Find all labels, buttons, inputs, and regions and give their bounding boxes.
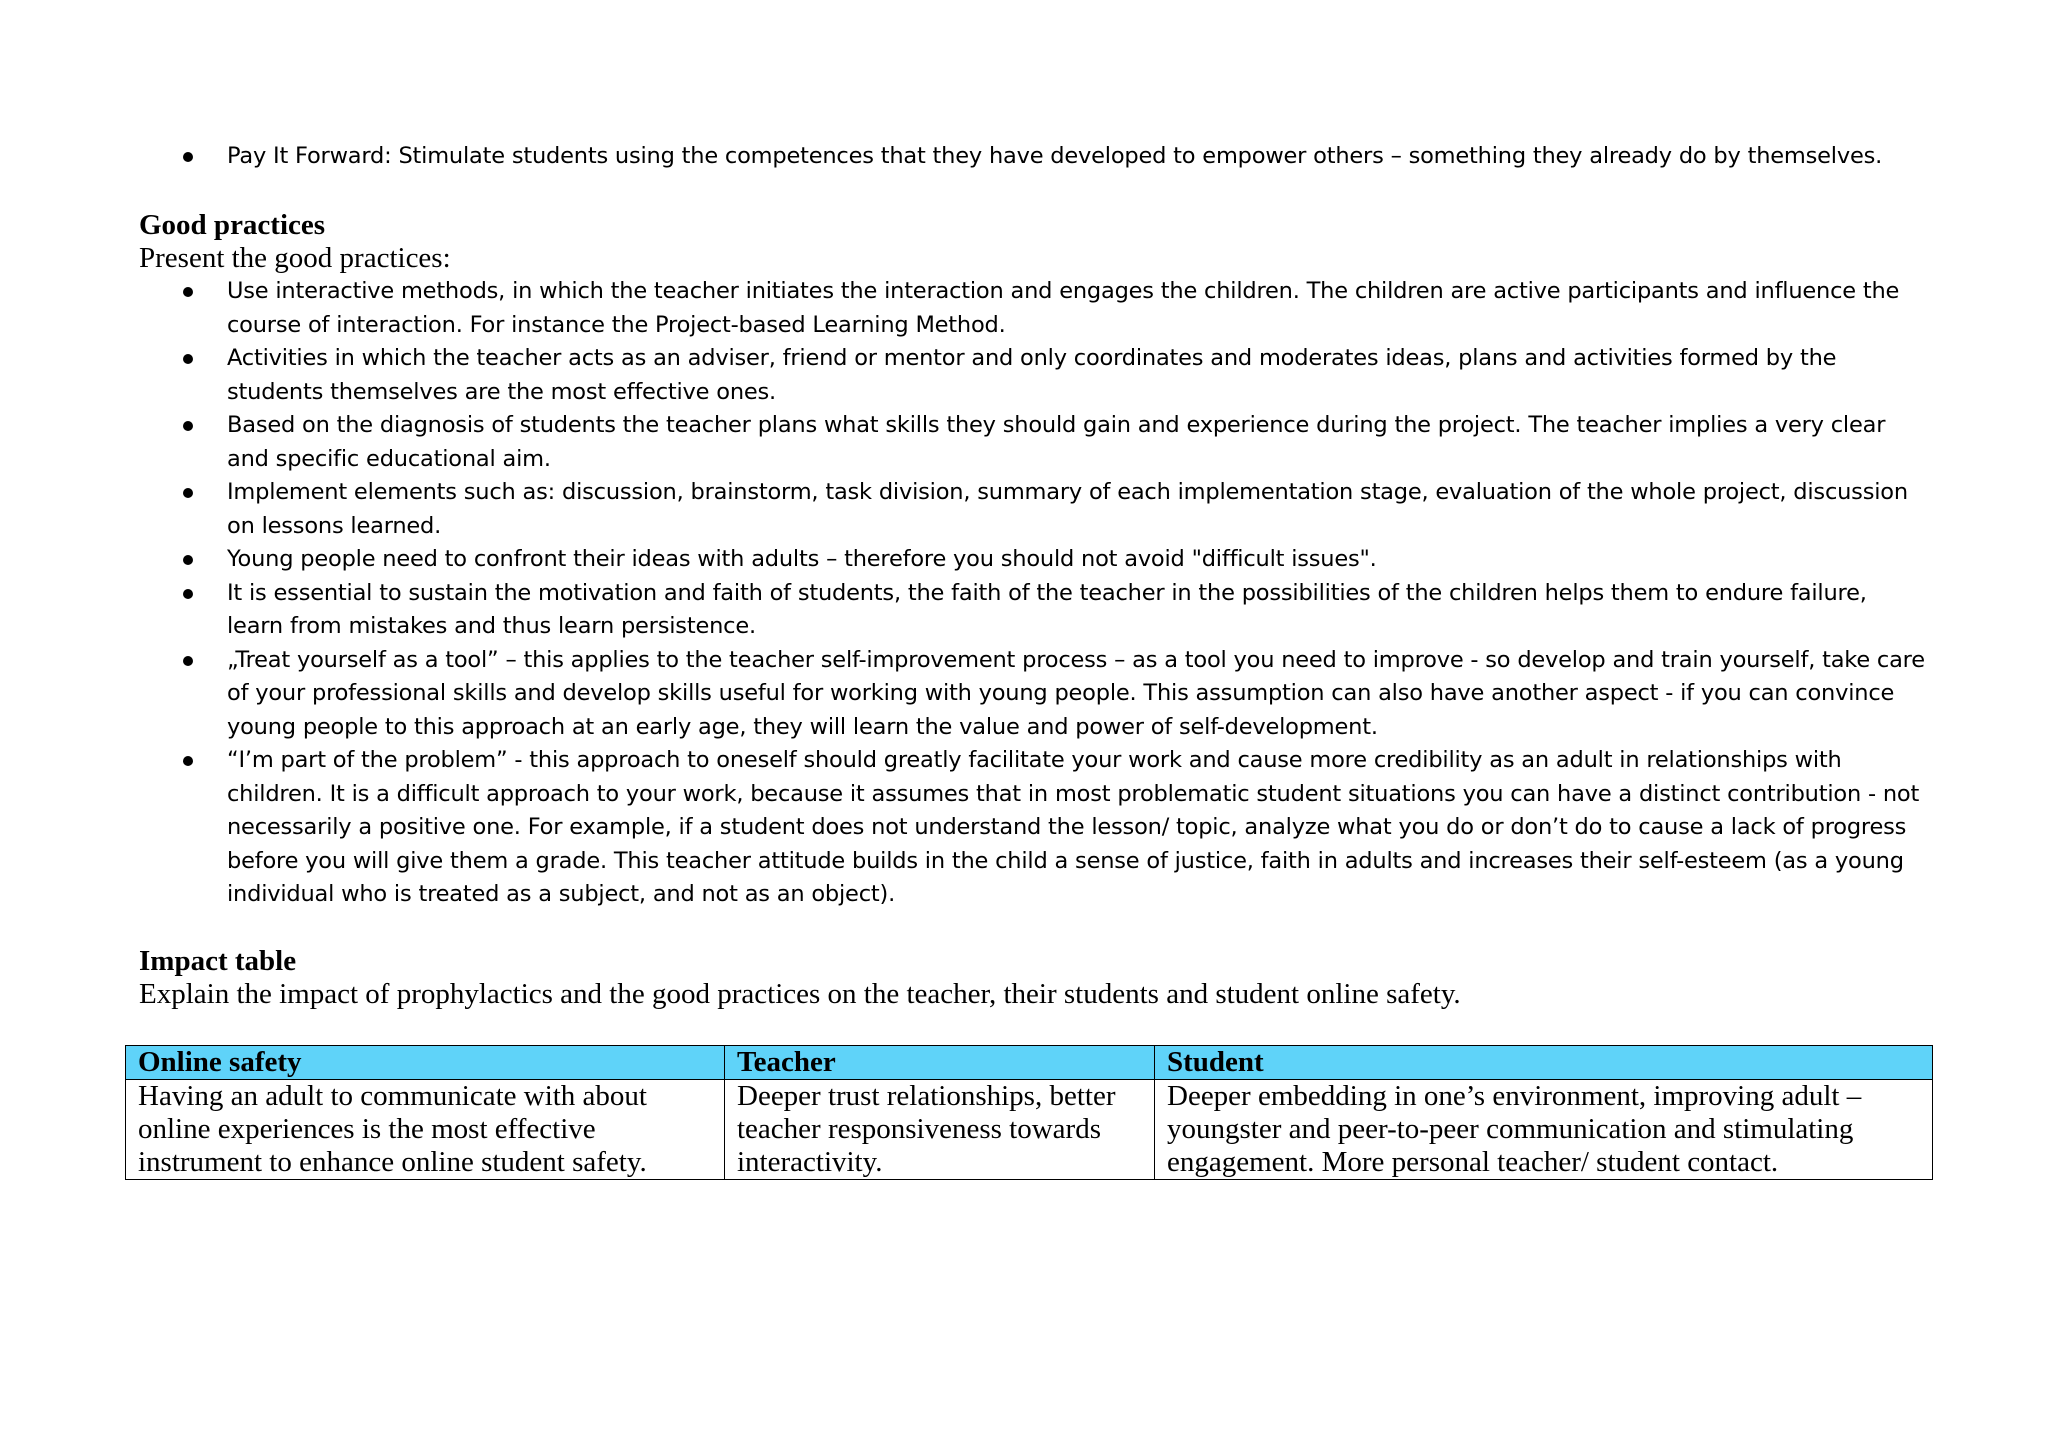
list-item-text: It is essential to sustain the motivation and faith of students, the faith of the teacher in the possibilities of the children helps them to endure failure, learn from mistakes and thus learn persistence.	[227, 579, 1867, 639]
bullet-icon	[183, 287, 193, 297]
list-item-text: Use interactive methods, in which the teacher initiates the interaction and engages the children. The children are active participants and influence the course of interaction. For instance the Project-based Learning Method.	[227, 278, 1900, 338]
bullet-icon	[183, 488, 193, 498]
list-item	[0, 744, 2048, 912]
list-item	[0, 543, 2048, 577]
section-heading-good-practices: Good practices	[139, 209, 326, 241]
list-item-text: „Treat yourself as a tool” – this applies to the teacher self-improvement process – as a tool you need to improve - so develop and train yourself, take care of your professional skills and develop skills useful for working with young people. This assumption can also have another aspect - if you can convince young people to this approach at an early age, they will learn the value and power of self-development.	[227, 646, 1925, 740]
list-item	[0, 644, 2048, 745]
bullet-icon	[183, 354, 193, 364]
bullet-icon	[183, 152, 193, 162]
section-intro-impact-table: Explain the impact of prophylactics and the good practices on the teacher, their students and student online safety.	[139, 978, 1461, 1010]
list-item-text: Activities in which the teacher acts as an adviser, friend or mentor and only coordinates and moderates ideas, plans and activities formed by the students themselves are the most effective ones.	[227, 345, 1837, 405]
bullet-icon	[183, 421, 193, 431]
bullet-icon	[183, 589, 193, 599]
good-practices-list	[0, 275, 2048, 912]
table-cell-teacher: Deeper trust relationships, better teacher responsiveness towards interactivity.	[725, 1080, 1155, 1180]
list-item	[0, 476, 2048, 543]
list-item	[0, 342, 2048, 409]
section-intro-good-practices: Present the good practices:	[139, 242, 451, 274]
list-item	[0, 409, 2048, 476]
list-item-text: Pay It Forward: Stimulate students using the competences that they have developed to empower others – something they already do by themselves.	[227, 143, 1883, 169]
list-item-text: “I’m part of the problem” - this approach to oneself should greatly facilitate your work and cause more credibility as an adult in relationships with children. It is a difficult approach to your work, because it assumes that in most problematic student situations you can have a distinct contribution - not necessarily a positive one. For example, if a student does not understand the lesson/ topic, analyze what you do or don’t do to cause a lack of progress before you will give them a grade. This teacher attitude builds in the child a sense of justice, faith in adults and increases their self-esteem (as a young individual who is treated as a subject, and not as an object).	[227, 747, 1920, 907]
table-cell-student: Deeper embedding in one’s environment, improving adult – youngster and peer-to-peer communication and stimulating engagement. More personal teacher/ student contact.	[1155, 1080, 1933, 1180]
table-row	[126, 1080, 1933, 1180]
list-item	[0, 577, 2048, 644]
column-header-student: Student	[1155, 1046, 1933, 1080]
list-item-text: Implement elements such as: discussion, brainstorm, task division, summary of each implementation stage, evaluation of the whole project, discussion on lessons learned.	[227, 479, 1908, 539]
table-cell-online-safety: Having an adult to communicate with about online experiences is the most effective instrument to enhance online student safety.	[126, 1080, 725, 1180]
section-heading-impact-table: Impact table	[139, 945, 297, 977]
table-header-row	[126, 1046, 1933, 1080]
impact-table	[125, 1045, 1933, 1180]
list-item	[0, 140, 2048, 174]
top-bullet-list	[0, 140, 2048, 174]
column-header-online-safety: Online safety	[126, 1046, 725, 1080]
bullet-icon	[183, 555, 193, 565]
bullet-icon	[183, 756, 193, 766]
column-header-teacher: Teacher	[725, 1046, 1155, 1080]
list-item-text: Based on the diagnosis of students the teacher plans what skills they should gain and experience during the project. The teacher implies a very clear and specific educational aim.	[227, 412, 1886, 472]
list-item-text: Young people need to confront their ideas with adults – therefore you should not avoid "difficult issues".	[227, 546, 1377, 572]
bullet-icon	[183, 656, 193, 666]
list-item	[0, 275, 2048, 342]
